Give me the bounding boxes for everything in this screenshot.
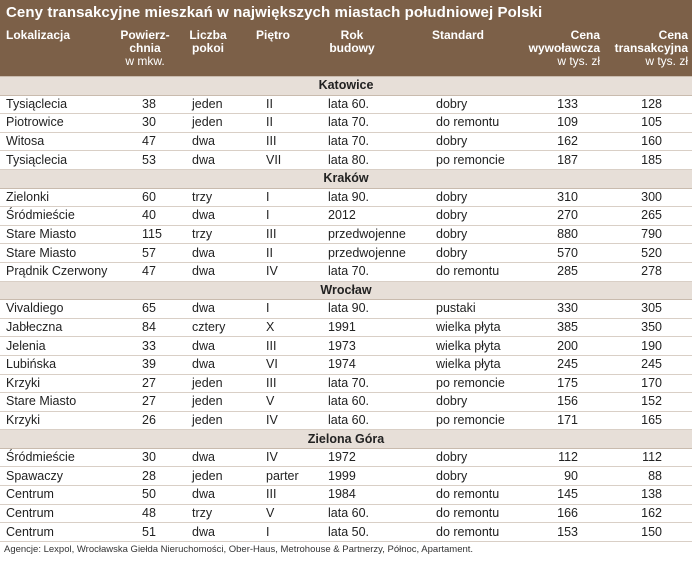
cell-standard: po remoncie	[426, 374, 526, 393]
cell-cena-wywolawcza: 145	[526, 486, 606, 505]
cell-pokoje: dwa	[182, 355, 256, 374]
cell-lokalizacja: Centrum	[0, 486, 112, 505]
cell-pokoje: dwa	[182, 132, 256, 151]
header-pokoje-line1: Liczba	[189, 28, 227, 42]
cell-cena-transakcyjna: 190	[606, 337, 692, 356]
cell-pokoje: dwa	[182, 207, 256, 226]
cell-cena-transakcyjna: 245	[606, 355, 692, 374]
cell-rok: lata 70.	[322, 374, 426, 393]
cell-standard: do remontu	[426, 523, 526, 542]
cell-powierzchnia: 53	[112, 151, 182, 170]
cell-cena-wywolawcza: 153	[526, 523, 606, 542]
cell-standard: dobry	[426, 132, 526, 151]
cell-pokoje: jeden	[182, 393, 256, 412]
header-transakcyjna-line1: Cena	[658, 28, 688, 42]
cell-lokalizacja: Lubińska	[0, 355, 112, 374]
cell-pokoje: jeden	[182, 411, 256, 430]
cell-lokalizacja: Witosa	[0, 132, 112, 151]
cell-cena-wywolawcza: 330	[526, 300, 606, 319]
cell-lokalizacja: Spawaczy	[0, 467, 112, 486]
cell-pokoje: cztery	[182, 318, 256, 337]
cell-rok: 2012	[322, 207, 426, 226]
cell-rok: lata 90.	[322, 188, 426, 207]
table-row	[0, 225, 692, 244]
section-row	[0, 430, 692, 449]
cell-pokoje: dwa	[182, 448, 256, 467]
cell-standard: dobry	[426, 225, 526, 244]
cell-pokoje: dwa	[182, 486, 256, 505]
header-powierzchnia-line1: Powierz-	[120, 28, 170, 42]
header-pokoje	[182, 29, 234, 55]
cell-pietro: IV	[256, 448, 322, 467]
cell-pietro: II	[256, 114, 322, 133]
cell-cena-wywolawcza: 245	[526, 355, 606, 374]
table-row	[0, 244, 692, 263]
table-row	[0, 523, 692, 542]
table-body	[0, 77, 692, 542]
cell-powierzchnia: 38	[112, 95, 182, 114]
cell-pokoje: trzy	[182, 225, 256, 244]
header-lokalizacja: Lokalizacja	[6, 28, 71, 42]
cell-cena-wywolawcza: 90	[526, 467, 606, 486]
cell-pietro: III	[256, 374, 322, 393]
cell-cena-wywolawcza: 310	[526, 188, 606, 207]
cell-cena-transakcyjna: 160	[606, 132, 692, 151]
cell-powierzchnia: 30	[112, 114, 182, 133]
cell-powierzchnia: 47	[112, 132, 182, 151]
table-title: Ceny transakcyjne mieszkań w największych miastach południowej Polski	[0, 0, 692, 26]
cell-pietro: X	[256, 318, 322, 337]
sources-footnote: Agencje: Lexpol, Wrocławska Giełda Nieruchomości, Ober-Haus, Metrohouse & Partnerzy, Północ, Apartament.	[4, 543, 474, 555]
cell-pokoje: dwa	[182, 523, 256, 542]
cell-cena-wywolawcza: 112	[526, 448, 606, 467]
cell-cena-wywolawcza: 285	[526, 262, 606, 281]
table-header	[0, 26, 692, 76]
table-row	[0, 114, 692, 133]
cell-cena-wywolawcza: 880	[526, 225, 606, 244]
cell-rok: lata 60.	[322, 411, 426, 430]
table-row	[0, 95, 692, 114]
section-city: Zielona Góra	[0, 430, 692, 449]
cell-cena-transakcyjna: 278	[606, 262, 692, 281]
cell-lokalizacja: Tysiąclecia	[0, 95, 112, 114]
cell-pokoje: jeden	[182, 374, 256, 393]
cell-cena-transakcyjna: 300	[606, 188, 692, 207]
cell-rok: lata 70.	[322, 262, 426, 281]
cell-lokalizacja: Stare Miasto	[0, 225, 112, 244]
table-row	[0, 318, 692, 337]
cell-rok: 1984	[322, 486, 426, 505]
header-rok-line2: budowy	[329, 41, 375, 55]
header-pokoje-line2: pokoi	[192, 41, 224, 55]
cell-cena-transakcyjna: 350	[606, 318, 692, 337]
header-wywolawcza-unit: w tys. zł	[557, 54, 600, 68]
header-rok-line1: Rok	[340, 28, 364, 42]
table-row	[0, 355, 692, 374]
cell-lokalizacja: Stare Miasto	[0, 244, 112, 263]
cell-lokalizacja: Śródmieście	[0, 207, 112, 226]
cell-pietro: IV	[256, 411, 322, 430]
cell-pietro: VI	[256, 355, 322, 374]
table-row	[0, 467, 692, 486]
cell-standard: do remontu	[426, 262, 526, 281]
table-row	[0, 448, 692, 467]
cell-pietro: IV	[256, 262, 322, 281]
cell-powierzchnia: 60	[112, 188, 182, 207]
cell-standard: dobry	[426, 244, 526, 263]
table-row	[0, 374, 692, 393]
cell-standard: dobry	[426, 188, 526, 207]
table-row	[0, 151, 692, 170]
cell-powierzchnia: 48	[112, 504, 182, 523]
cell-cena-transakcyjna: 162	[606, 504, 692, 523]
header-cena-transakcyjna	[600, 29, 688, 68]
cell-lokalizacja: Prądnik Czerwony	[0, 262, 112, 281]
cell-cena-transakcyjna: 185	[606, 151, 692, 170]
cell-powierzchnia: 57	[112, 244, 182, 263]
cell-cena-wywolawcza: 109	[526, 114, 606, 133]
cell-rok: 1991	[322, 318, 426, 337]
cell-pokoje: dwa	[182, 300, 256, 319]
header-wywolawcza-line2: wywoławcza	[528, 41, 600, 55]
table-row	[0, 300, 692, 319]
cell-pokoje: jeden	[182, 114, 256, 133]
cell-standard: dobry	[426, 448, 526, 467]
cell-lokalizacja: Tysiąclecia	[0, 151, 112, 170]
cell-pokoje: dwa	[182, 337, 256, 356]
cell-powierzchnia: 65	[112, 300, 182, 319]
cell-rok: lata 50.	[322, 523, 426, 542]
table-row	[0, 337, 692, 356]
cell-cena-wywolawcza: 570	[526, 244, 606, 263]
cell-powierzchnia: 115	[112, 225, 182, 244]
cell-powierzchnia: 26	[112, 411, 182, 430]
cell-cena-wywolawcza: 156	[526, 393, 606, 412]
cell-powierzchnia: 27	[112, 393, 182, 412]
cell-lokalizacja: Vivaldiego	[0, 300, 112, 319]
header-powierzchnia-line2: chnia	[129, 41, 161, 55]
cell-standard: do remontu	[426, 504, 526, 523]
cell-cena-transakcyjna: 88	[606, 467, 692, 486]
cell-standard: do remontu	[426, 486, 526, 505]
cell-cena-wywolawcza: 175	[526, 374, 606, 393]
cell-pietro: I	[256, 188, 322, 207]
cell-pietro: VII	[256, 151, 322, 170]
table-row	[0, 207, 692, 226]
cell-powierzchnia: 40	[112, 207, 182, 226]
cell-cena-transakcyjna: 170	[606, 374, 692, 393]
cell-pietro: I	[256, 207, 322, 226]
cell-rok: lata 60.	[322, 95, 426, 114]
header-cena-wywolawcza	[510, 29, 600, 68]
table-row	[0, 132, 692, 151]
cell-pietro: V	[256, 504, 322, 523]
cell-rok: lata 90.	[322, 300, 426, 319]
cell-powierzchnia: 27	[112, 374, 182, 393]
section-row	[0, 77, 692, 96]
cell-rok: przedwojenne	[322, 244, 426, 263]
cell-pietro: II	[256, 95, 322, 114]
cell-cena-transakcyjna: 152	[606, 393, 692, 412]
cell-cena-wywolawcza: 166	[526, 504, 606, 523]
cell-cena-wywolawcza: 133	[526, 95, 606, 114]
cell-standard: do remontu	[426, 114, 526, 133]
cell-rok: przedwojenne	[322, 225, 426, 244]
table-row	[0, 411, 692, 430]
cell-pokoje: jeden	[182, 467, 256, 486]
cell-pokoje: trzy	[182, 188, 256, 207]
header-pietro: Piętro	[256, 28, 291, 42]
cell-powierzchnia: 30	[112, 448, 182, 467]
cell-pietro: V	[256, 393, 322, 412]
cell-powierzchnia: 47	[112, 262, 182, 281]
cell-rok: 1972	[322, 448, 426, 467]
cell-lokalizacja: Krzyki	[0, 374, 112, 393]
cell-powierzchnia: 28	[112, 467, 182, 486]
section-city: Wrocław	[0, 281, 692, 300]
cell-pokoje: dwa	[182, 151, 256, 170]
header-wywolawcza-line1: Cena	[570, 28, 600, 42]
cell-powierzchnia: 84	[112, 318, 182, 337]
cell-pokoje: jeden	[182, 95, 256, 114]
cell-standard: po remoncie	[426, 411, 526, 430]
section-city: Kraków	[0, 169, 692, 188]
cell-lokalizacja: Jabłeczna	[0, 318, 112, 337]
cell-rok: lata 60.	[322, 393, 426, 412]
cell-pokoje: trzy	[182, 504, 256, 523]
header-transakcyjna-unit: w tys. zł	[645, 54, 688, 68]
cell-cena-wywolawcza: 162	[526, 132, 606, 151]
section-city: Katowice	[0, 77, 692, 96]
cell-lokalizacja: Centrum	[0, 523, 112, 542]
cell-cena-wywolawcza: 200	[526, 337, 606, 356]
cell-lokalizacja: Zielonki	[0, 188, 112, 207]
cell-cena-wywolawcza: 171	[526, 411, 606, 430]
cell-rok: 1999	[322, 467, 426, 486]
section-row	[0, 169, 692, 188]
cell-rok: 1974	[322, 355, 426, 374]
cell-rok: lata 70.	[322, 132, 426, 151]
cell-pietro: I	[256, 523, 322, 542]
table-row	[0, 393, 692, 412]
cell-standard: wielka płyta	[426, 355, 526, 374]
section-row	[0, 281, 692, 300]
cell-rok: lata 70.	[322, 114, 426, 133]
cell-lokalizacja: Stare Miasto	[0, 393, 112, 412]
header-powierzchnia-unit: w mkw.	[125, 54, 165, 68]
cell-lokalizacja: Krzyki	[0, 411, 112, 430]
cell-standard: dobry	[426, 95, 526, 114]
header-powierzchnia	[112, 29, 178, 68]
cell-lokalizacja: Śródmieście	[0, 448, 112, 467]
cell-standard: wielka płyta	[426, 337, 526, 356]
cell-cena-transakcyjna: 138	[606, 486, 692, 505]
cell-cena-wywolawcza: 187	[526, 151, 606, 170]
table-row	[0, 504, 692, 523]
cell-pietro: II	[256, 244, 322, 263]
cell-cena-transakcyjna: 790	[606, 225, 692, 244]
cell-cena-transakcyjna: 112	[606, 448, 692, 467]
cell-rok: lata 80.	[322, 151, 426, 170]
cell-powierzchnia: 39	[112, 355, 182, 374]
cell-cena-wywolawcza: 270	[526, 207, 606, 226]
cell-rok: 1973	[322, 337, 426, 356]
cell-standard: po remoncie	[426, 151, 526, 170]
table-row	[0, 486, 692, 505]
cell-powierzchnia: 51	[112, 523, 182, 542]
cell-lokalizacja: Jelenia	[0, 337, 112, 356]
header-standard: Standard	[432, 28, 485, 42]
cell-pietro: III	[256, 337, 322, 356]
cell-powierzchnia: 50	[112, 486, 182, 505]
cell-pietro: III	[256, 486, 322, 505]
cell-standard: dobry	[426, 467, 526, 486]
cell-cena-transakcyjna: 128	[606, 95, 692, 114]
cell-standard: pustaki	[426, 300, 526, 319]
cell-cena-wywolawcza: 385	[526, 318, 606, 337]
cell-pietro: III	[256, 225, 322, 244]
cell-rok: lata 60.	[322, 504, 426, 523]
cell-cena-transakcyjna: 520	[606, 244, 692, 263]
cell-standard: dobry	[426, 207, 526, 226]
cell-pokoje: dwa	[182, 262, 256, 281]
table-row	[0, 262, 692, 281]
cell-cena-transakcyjna: 150	[606, 523, 692, 542]
cell-lokalizacja: Centrum	[0, 504, 112, 523]
price-table	[0, 76, 692, 542]
cell-powierzchnia: 33	[112, 337, 182, 356]
cell-cena-transakcyjna: 265	[606, 207, 692, 226]
cell-cena-transakcyjna: 305	[606, 300, 692, 319]
cell-cena-transakcyjna: 165	[606, 411, 692, 430]
cell-standard: wielka płyta	[426, 318, 526, 337]
cell-pietro: I	[256, 300, 322, 319]
header-rok	[322, 29, 382, 55]
table-row	[0, 188, 692, 207]
cell-pokoje: dwa	[182, 244, 256, 263]
cell-pietro: parter	[256, 467, 322, 486]
cell-standard: dobry	[426, 393, 526, 412]
header-transakcyjna-line2: transakcyjna	[614, 41, 688, 55]
cell-lokalizacja: Piotrowice	[0, 114, 112, 133]
cell-cena-transakcyjna: 105	[606, 114, 692, 133]
cell-pietro: III	[256, 132, 322, 151]
